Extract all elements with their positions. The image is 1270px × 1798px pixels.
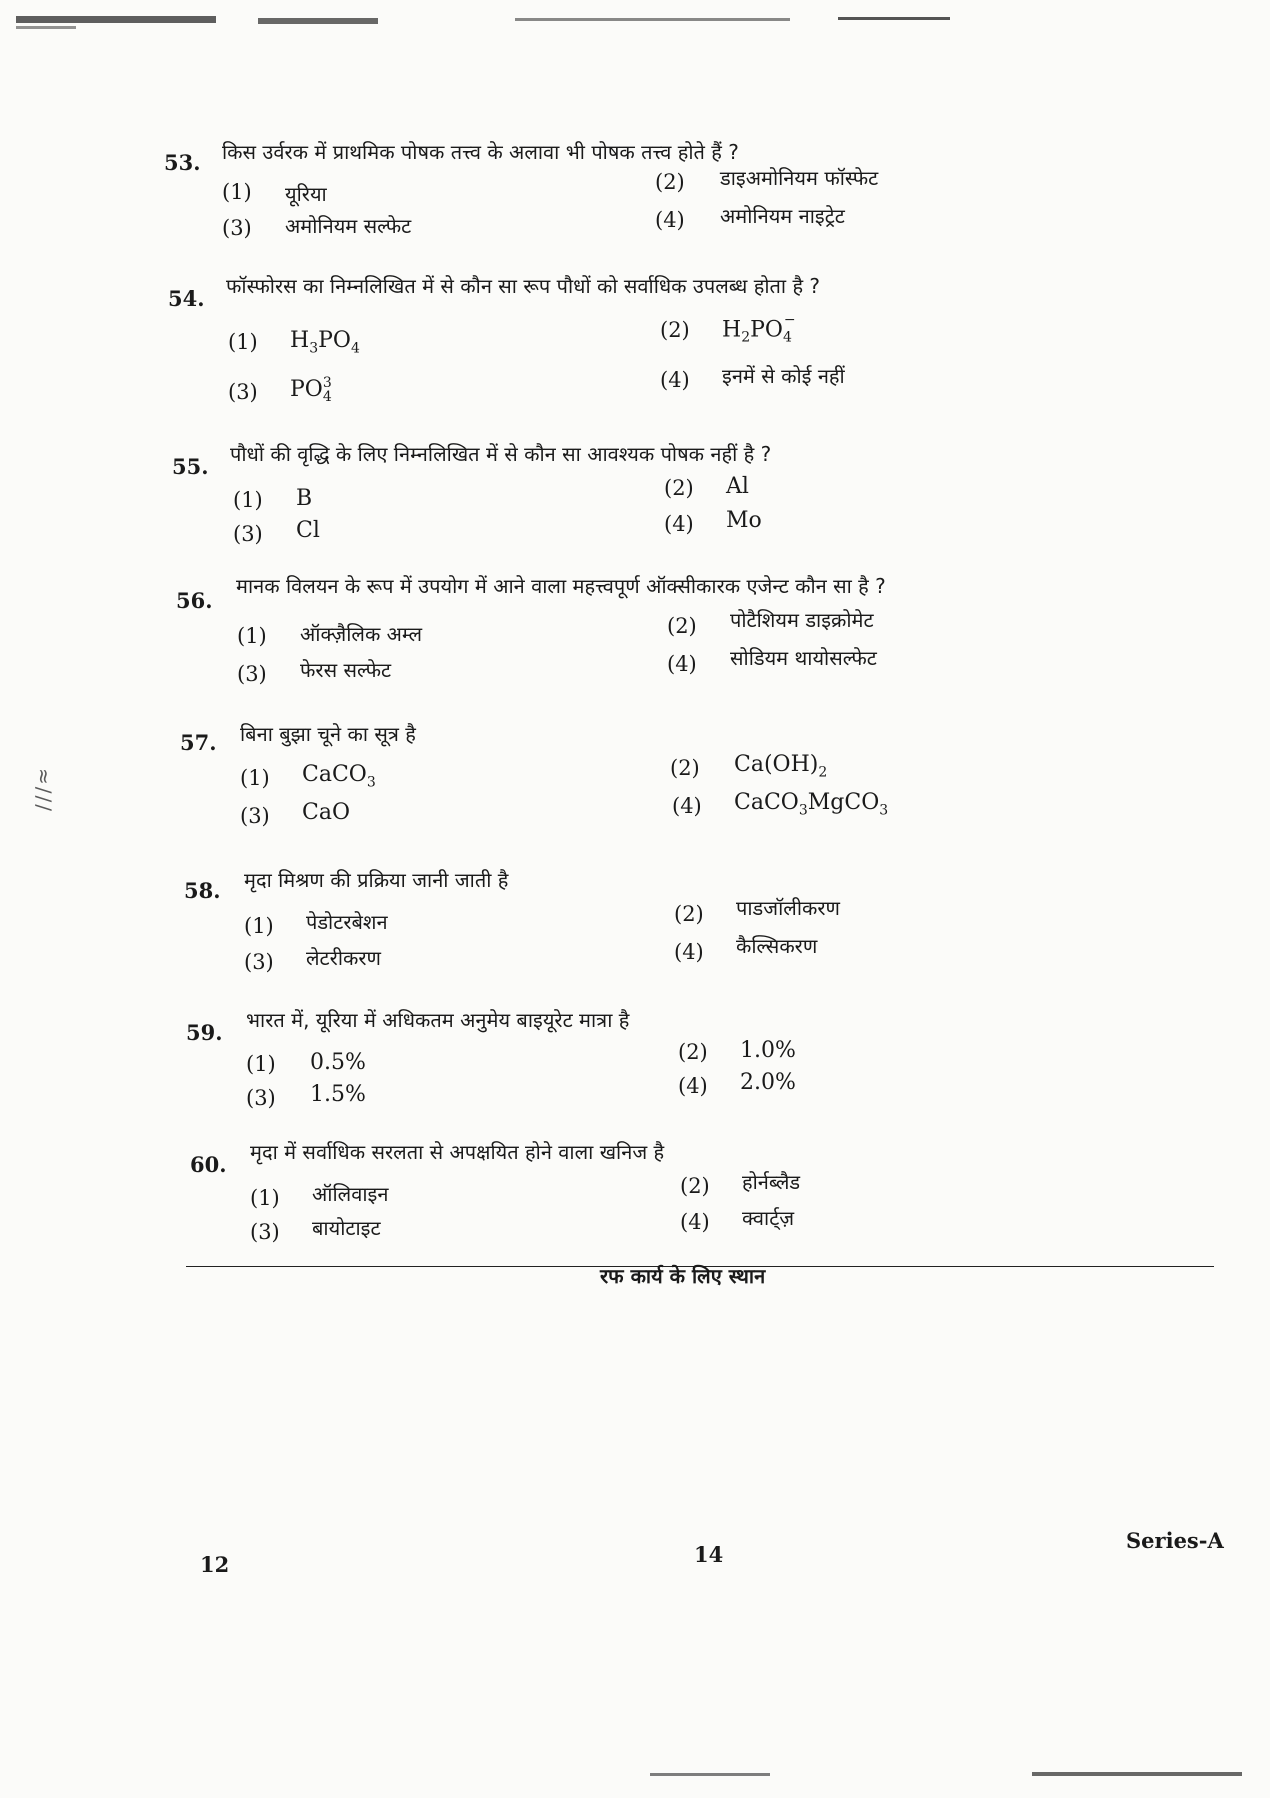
question-text: भारत में, यूरिया में अधिकतम अनुमेय बाइयूरेट मात्रा है <box>246 1008 630 1032</box>
option-text: Cl <box>296 518 320 543</box>
margin-scribble: ≈∕∕∕ <box>32 768 56 813</box>
option-number: (2) <box>678 1040 708 1064</box>
question-number: 54. <box>168 286 205 311</box>
option-number: (3) <box>250 1220 280 1244</box>
option-text: सोडियम थायोसल्फेट <box>730 646 877 670</box>
question-text: मानक विलयन के रूप में उपयोग में आने वाला महत्त्वपूर्ण ऑक्सीकारक एजेन्ट कौन सा है ? <box>236 574 886 598</box>
option-text: पेडोटरबेशन <box>306 910 388 934</box>
option-text: अमोनियम नाइट्रेट <box>720 204 845 228</box>
option-number: (2) <box>670 756 700 780</box>
option-text: 1.5% <box>310 1082 366 1107</box>
option-number: (1) <box>222 180 252 204</box>
option-text: CaO <box>302 800 350 825</box>
option-text: CaCO$_3$ <box>302 762 376 791</box>
option-number: (2) <box>667 614 697 638</box>
option-number: (3) <box>233 522 263 546</box>
option-text: कैल्सिकरण <box>736 934 818 958</box>
option-text: बायोटाइट <box>312 1216 381 1240</box>
option-text: B <box>296 486 313 511</box>
option-number: (1) <box>237 624 267 648</box>
option-text: डाइअमोनियम फॉस्फेट <box>720 166 879 190</box>
option-text: 2.0% <box>740 1070 796 1095</box>
question-text: बिना बुझा चूने का सूत्र है <box>240 722 416 746</box>
option-number: (3) <box>228 380 258 404</box>
option-text: इनमें से कोई नहीं <box>722 364 845 388</box>
option-number: (3) <box>246 1086 276 1110</box>
option-number: (2) <box>660 318 690 342</box>
option-text: क्वार्ट्ज़ <box>742 1206 795 1230</box>
option-number: (3) <box>222 216 252 240</box>
option-number: (4) <box>655 208 685 232</box>
option-text: पाडजॉलीकरण <box>736 896 840 920</box>
option-number: (3) <box>237 662 267 686</box>
question-number: 55. <box>172 454 209 479</box>
option-text: अमोनियम सल्फेट <box>285 214 412 238</box>
footer-left-number: 12 <box>200 1552 230 1577</box>
option-number: (1) <box>233 488 263 512</box>
scan-artifact <box>650 1773 770 1776</box>
option-number: (1) <box>250 1186 280 1210</box>
question-text: मृदा में सर्वाधिक सरलता से अपक्षयित होने वाला खनिज है <box>250 1140 665 1164</box>
option-text: 0.5% <box>310 1050 366 1075</box>
option-text: ऑलिवाइन <box>312 1182 389 1206</box>
question-number: 60. <box>190 1152 227 1177</box>
option-number: (2) <box>655 170 685 194</box>
option-text: Al <box>726 474 749 499</box>
option-number: (3) <box>240 804 270 828</box>
option-number: (1) <box>240 766 270 790</box>
option-text: पोटैशियम डाइक्रोमेट <box>730 608 874 632</box>
option-number: (1) <box>246 1052 276 1076</box>
question-number: 57. <box>180 730 217 755</box>
option-number: (2) <box>680 1174 710 1198</box>
option-text: PO 3 4 <box>290 375 332 405</box>
option-number: (2) <box>664 476 694 500</box>
option-number: (4) <box>674 940 704 964</box>
option-number: (1) <box>244 914 274 938</box>
option-number: (4) <box>678 1074 708 1098</box>
option-number: (1) <box>228 330 258 354</box>
option-text: 1.0% <box>740 1038 796 1063</box>
option-number: (4) <box>680 1210 710 1234</box>
option-text: $H_3PO_4$ <box>290 328 360 357</box>
question-text: पौधों की वृद्धि के लिए निम्नलिखित में से कौन सा आवश्यक पोषक नहीं है ? <box>230 442 772 466</box>
question-number: 56. <box>176 588 213 613</box>
option-text: होर्नब्लैड <box>742 1170 801 1194</box>
question-number: 58. <box>184 878 221 903</box>
rough-work-label: रफ कार्य के लिए स्थान <box>600 1264 766 1288</box>
option-text: यूरिया <box>285 182 327 206</box>
option-text: लेटरीकरण <box>306 946 381 970</box>
option-text: ऑक्ज़ैलिक अम्ल <box>300 622 423 646</box>
option-text: $H_2PO_4^-$ <box>722 312 796 346</box>
option-number: (4) <box>672 794 702 818</box>
series-label: Series-A <box>1126 1528 1224 1553</box>
option-text: $Ca(OH)_2$ <box>734 752 828 781</box>
option-text: CaCO$_3$MgCO$_3$ <box>734 790 889 819</box>
question-text: किस उर्वरक में प्राथमिक पोषक तत्त्व के अलावा भी पोषक तत्त्व होते हैं ? <box>222 140 739 164</box>
option-number: (4) <box>667 652 697 676</box>
option-text: फेरस सल्फेट <box>300 658 392 682</box>
question-text: मृदा मिश्रण की प्रक्रिया जानी जाती है <box>244 868 509 892</box>
option-number: (4) <box>660 368 690 392</box>
question-number: 53. <box>164 150 201 175</box>
option-number: (4) <box>664 512 694 536</box>
option-text: Mo <box>726 508 762 533</box>
option-number: (3) <box>244 950 274 974</box>
question-number: 59. <box>186 1020 223 1045</box>
scan-artifact <box>1032 1772 1242 1776</box>
option-number: (2) <box>674 902 704 926</box>
question-text: फॉस्फोरस का निम्नलिखित में से कौन सा रूप पौधों को सर्वाधिक उपलब्ध होता है ? <box>226 274 821 298</box>
page-number: 14 <box>694 1542 724 1567</box>
